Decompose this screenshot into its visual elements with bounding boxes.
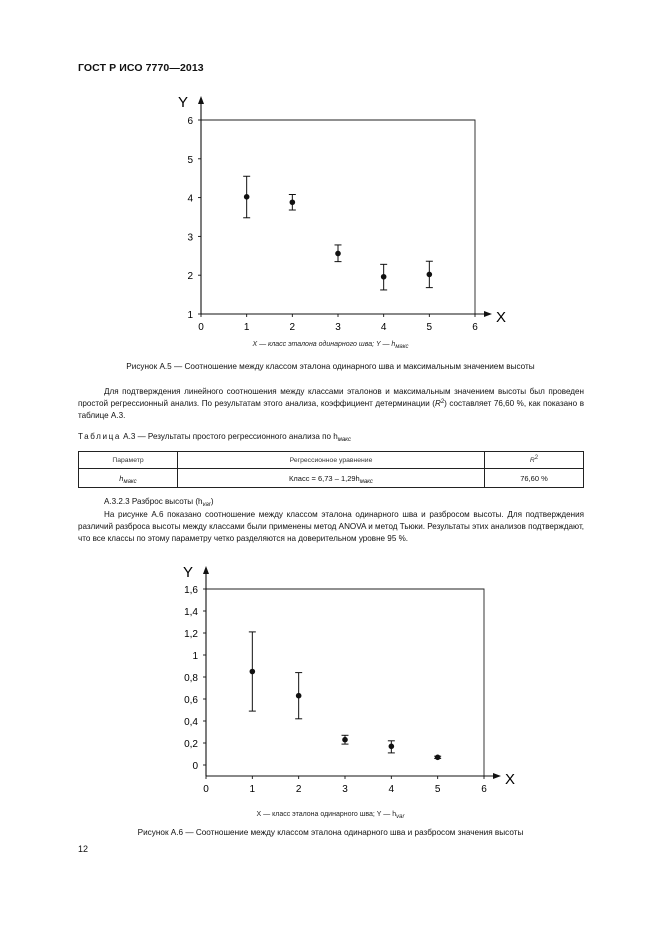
y-tick-label: 1,4 <box>184 607 198 618</box>
table-a3-title: Таблица А.3 — Результаты простого регрессионного анализа по $h_{макс}$ <box>78 432 351 443</box>
y-tick-label: 0,6 <box>184 695 198 706</box>
cell-equation: Класс = $6,73 - 1,29h_{макс}$ <box>178 469 485 488</box>
x-tick-label: 4 <box>380 322 387 333</box>
y-axis-label: Y <box>182 564 194 581</box>
regression-paragraph: Для подтверждения линейного соотношения между классами эталонов и максимальным значением высоты был проведен простой регрессионный анализ. По результатам этого анализа, коэффициент детерминации $(R^2)$ составляет 76,60 %, как показано в таблице А.3. <box>78 387 584 421</box>
section-heading: А.3.2.3 Разброс высоты $(h_{var})$ <box>104 497 214 508</box>
x-tick-label: 3 <box>342 784 348 795</box>
y-tick-label: 1,6 <box>184 585 198 596</box>
cell-param: $h_{макс}$ <box>79 469 178 488</box>
x-tick-label: 5 <box>434 784 441 795</box>
data-point <box>435 755 441 761</box>
x-tick-label: 4 <box>388 784 395 795</box>
y-tick-label: 0,8 <box>184 673 198 684</box>
y-axis-arrow <box>203 566 209 574</box>
y-tick-label: 2 <box>187 271 193 283</box>
figure-a5-key: X — класс эталона одинарного шва; Y — $h_{макс}$ <box>252 341 409 350</box>
x-axis-label: X <box>504 771 516 788</box>
x-axis-arrow <box>493 773 501 779</box>
header-r2: $R^2$ <box>485 452 584 469</box>
x-tick-label: 3 <box>335 322 341 333</box>
x-tick-label: 6 <box>472 322 478 333</box>
y-tick-label: 1,2 <box>184 629 198 640</box>
y-tick-label: 0,4 <box>184 717 198 728</box>
x-tick-label: 1 <box>243 322 250 333</box>
header-param: Параметр <box>79 452 178 469</box>
data-point <box>342 737 348 743</box>
y-tick-label: 0 <box>192 761 198 772</box>
x-tick-label: 1 <box>249 784 256 795</box>
cell-r2: 76,60 % <box>485 469 584 488</box>
document-header: ГОСТ Р ИСО 7770—2013 <box>78 62 204 74</box>
page-number: 12 <box>78 844 89 854</box>
y-tick-label: 1 <box>187 310 193 321</box>
x-tick-label: 6 <box>481 784 487 795</box>
data-point <box>389 744 395 750</box>
x-tick-label: 2 <box>295 784 302 795</box>
section-paragraph: На рисунке А.6 показано соотношение между классом эталона одинарного шва и разбросом высоты. Для подтверждения различий разброса высоты между классами были применены метод ANOVA и метод Тьюки. Результаты этих анализов подтверждают, что все классы по этому параметру четко разделяются на доверительном уровне 95 %. <box>78 510 584 544</box>
x-tick-label: 0 <box>198 322 204 333</box>
figure-a6-key: X — класс эталона одинарного шва; Y — $h_{var}$ <box>256 811 405 820</box>
figure-a5-caption: Рисунок А.5 — Соотношение между классом эталона одинарного шва и максимальным значением высоты <box>126 362 535 371</box>
x-tick-label: 2 <box>289 322 296 333</box>
x-tick-label: 0 <box>203 784 209 795</box>
header-equation: Регрессионное уравнение <box>178 452 485 469</box>
y-tick-label: 5 <box>187 154 193 166</box>
y-tick-label: 6 <box>187 116 193 127</box>
data-point <box>296 693 302 699</box>
data-point <box>250 669 256 675</box>
x-tick-label: 5 <box>426 322 433 333</box>
y-tick-label: 0,2 <box>184 739 198 750</box>
y-tick-label: 4 <box>187 193 193 205</box>
plot-frame <box>206 589 484 776</box>
y-tick-label: 3 <box>187 232 193 244</box>
x-axis-label: X <box>495 309 507 326</box>
y-tick-label: 1 <box>192 651 198 662</box>
y-axis-label: Y <box>177 94 189 111</box>
figure-a6-caption: Рисунок А.6 — Соотношение между классом эталона одинарного шва и разбросом значения высоты <box>137 828 524 837</box>
